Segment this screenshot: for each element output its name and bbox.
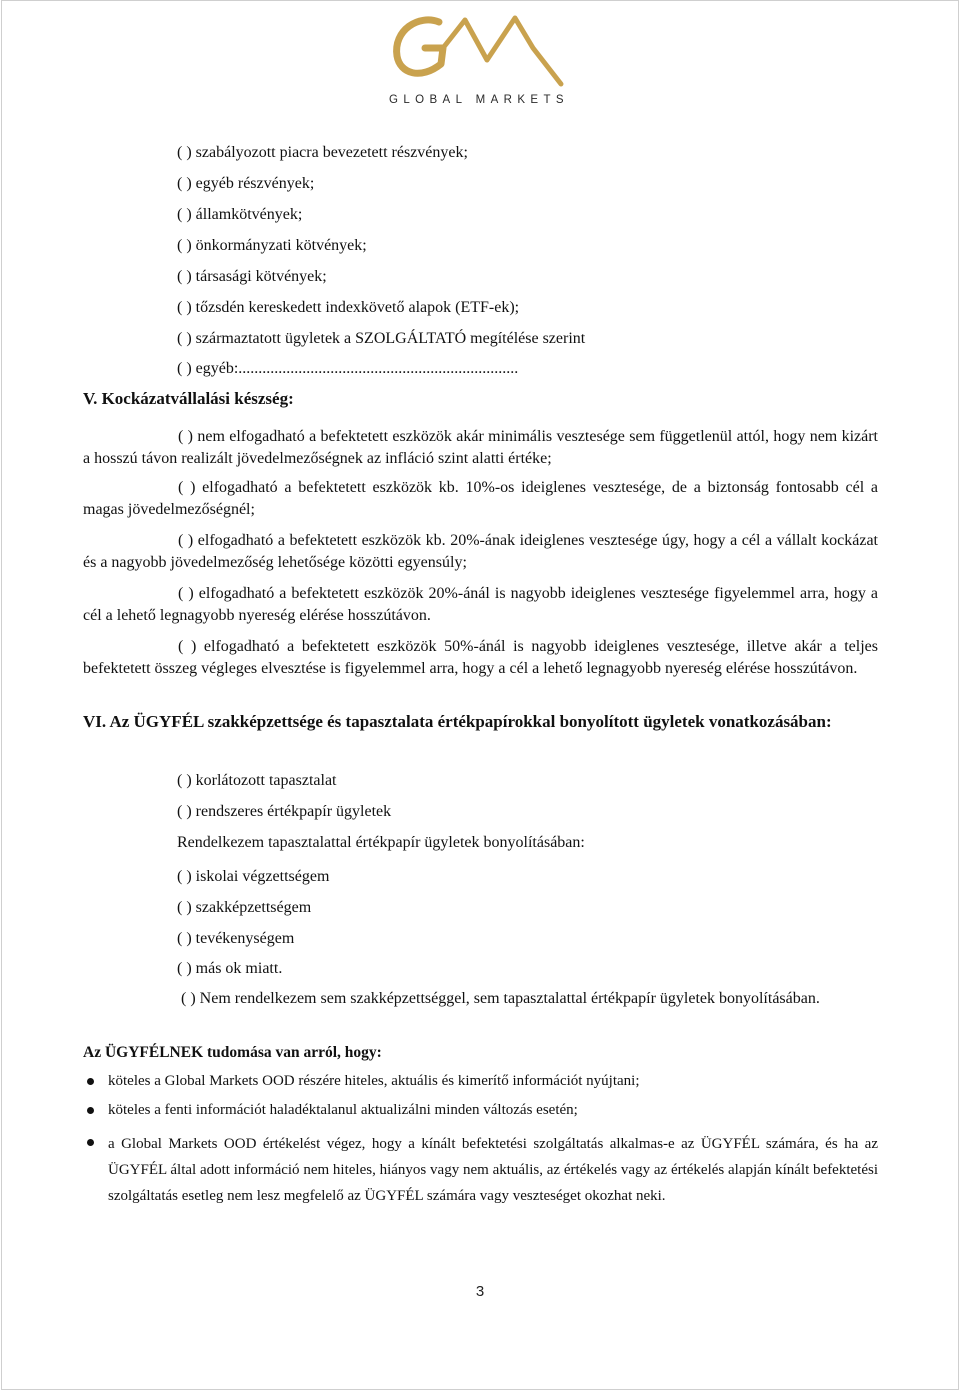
ack-bullet-1: köteles a Global Markets OOD részére hiteles, aktuális és kimerítő információt nyújtani;	[108, 1073, 640, 1089]
option-etf: ( ) tőzsdén kereskedett indexkövető alapok (ETF-ek);	[177, 299, 520, 316]
reason-education: ( ) iskolai végzettségem	[177, 868, 330, 885]
experience-limited: ( ) korlátozott tapasztalat	[177, 772, 337, 789]
ack-bullet-2: köteles a fenti információt haladéktalanul aktualizálni minden változás esetén;	[108, 1102, 578, 1118]
experience-regular: ( ) rendszeres értékpapír ügyletek	[177, 803, 392, 820]
no-experience-option: ( ) Nem rendelkezem sem szakképzettséggel, sem tapasztalattal értékpapír ügyletek bonyolításában.	[181, 990, 820, 1007]
risk-option-1: ( ) nem elfogadható a befektetett eszközök akár minimális vesztesége sem függetlenül attól, hogy nem kizárt a hosszú távon realizált jövedelmezőségnek az infláció szint alatti értéke;	[83, 428, 878, 467]
global-markets-logo	[383, 4, 575, 110]
reason-other: ( ) más ok miatt.	[177, 960, 283, 977]
page-number: 3	[475, 1283, 485, 1300]
risk-option-2: ( ) elfogadható a befektetett eszközök kb. 10%-os ideiglenes vesztesége, de a biztonság fontosabb cél a magas jövedelmezőségnél;	[83, 479, 878, 518]
reason-qualification: ( ) szakképzettségem	[177, 899, 312, 916]
option-derivatives: ( ) származtatott ügyletek a SZOLGÁLTATÓ megítélése szerint	[177, 330, 586, 347]
risk-option-5: ( ) elfogadható a befektetett eszközök 50%-ánál is nagyobb ideiglenes vesztesége, illetve akár a teljes befektetett összeg végleges elvesztése is figyelemmel arra, hogy a cél a lehető legnagyobb nyereség elérése hosszútávon.	[83, 638, 878, 677]
risk-option-4: ( ) elfogadható a befektetett eszközök 20%-ánál is nagyobb ideiglenes vesztesége figyelemmel arra, hogy a cél a lehető legnagyobb nyereség elérése hosszútávon.	[83, 585, 878, 624]
option-other: ( ) egyéb:......................................................................	[177, 360, 519, 377]
section-v-heading: V. Kockázatvállalási készség:	[83, 389, 294, 408]
experience-intro: Rendelkezem tapasztalattal értékpapír ügyletek bonyolításában:	[177, 834, 585, 851]
option-other-shares: ( ) egyéb részvények;	[177, 175, 315, 192]
option-government-bonds: ( ) államkötvények;	[177, 206, 303, 223]
option-municipal-bonds: ( ) önkormányzati kötvények;	[177, 237, 367, 254]
reason-occupation: ( ) tevékenységem	[177, 930, 295, 947]
section-vi-heading: VI. Az ÜGYFÉL szakképzettsége és tapasztalata értékpapírokkal bonyolított ügyletek vonatkozásában:	[83, 712, 832, 731]
option-regulated-shares: ( ) szabályozott piacra bevezetett részvények;	[177, 144, 468, 161]
risk-option-3: ( ) elfogadható a befektetett eszközök kb. 20%-ának ideiglenes vesztesége úgy, hogy a cél a vállalt kockázat és a nagyobb jövedelmezőség lehetősége közötti egyensúly;	[83, 532, 878, 571]
option-corporate-bonds: ( ) társasági kötvények;	[177, 268, 327, 285]
bullet-icon	[87, 1107, 94, 1114]
logo-wordmark: GLOBAL MARKETS	[389, 94, 569, 106]
bullet-icon	[87, 1139, 94, 1146]
bullet-icon	[87, 1078, 94, 1085]
gm-monogram-icon	[383, 4, 575, 94]
ack-bullet-3: a Global Markets OOD értékelést végez, hogy a kínált befektetési szolgáltatás alkalmas-e az ÜGYFÉL számára, és ha az ÜGYFÉL által adott információ nem hiteles, hiányos vagy nem aktuális, az értékelés vagy az értékelés alapján kínált befektetési szolgáltatás esetleg nem lesz megfelelő az ÜGYFÉL számára vagy veszteséget okozhat neki.	[108, 1136, 878, 1204]
acknowledgement-heading: Az ÜGYFÉLNEK tudomása van arról, hogy:	[83, 1044, 382, 1061]
